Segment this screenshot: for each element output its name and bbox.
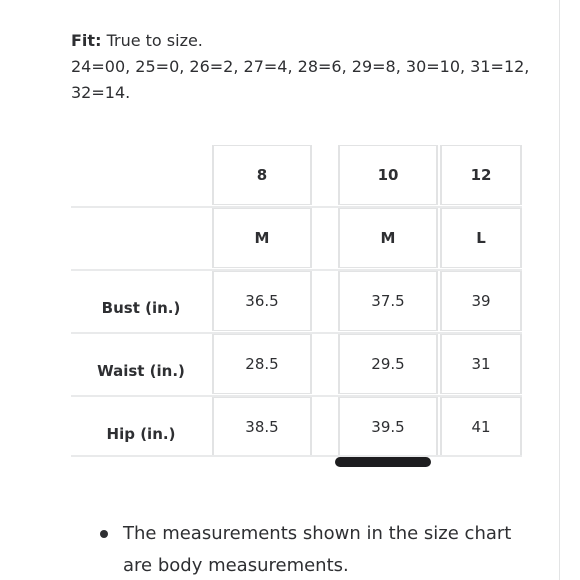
row-label-bust: Bust (in.): [101, 299, 181, 317]
table-cell: 31: [440, 334, 522, 394]
size-header-row: [71, 145, 522, 207]
table-cell: 38.5: [212, 397, 312, 457]
measurement-note-text: The measurements shown in the size chart are body measurements.: [123, 523, 512, 576]
letter-size-cell: M: [338, 208, 438, 268]
bullet-icon: [100, 530, 108, 538]
table-cell: 39: [440, 271, 522, 331]
letter-size-row: [71, 208, 522, 270]
fit-label: Fit:: [71, 31, 102, 50]
size-column-header: 8: [212, 145, 312, 205]
row-divider: [71, 455, 522, 457]
size-chart-table[interactable]: [71, 145, 522, 457]
size-mapping-line-1: 24=00, 25=0, 26=2, 27=4, 28=6, 29=8, 30=10, 31=12,: [71, 57, 530, 76]
letter-size-cell: M: [212, 208, 312, 268]
table-row: [71, 271, 522, 333]
table-cell: 29.5: [338, 334, 438, 394]
size-column-header: 12: [440, 145, 522, 205]
table-cell: 28.5: [212, 334, 312, 394]
table-cell: 36.5: [212, 271, 312, 331]
table-cell: 39.5: [338, 397, 438, 457]
fit-summary: [71, 28, 541, 54]
size-mapping-line-2: 32=14.: [71, 83, 131, 102]
row-label-waist: Waist (in.): [97, 362, 185, 380]
table-row: [71, 334, 522, 396]
row-label-hip: Hip (in.): [106, 425, 176, 443]
horizontal-scrollbar[interactable]: [335, 457, 431, 467]
table-cell: 37.5: [338, 271, 438, 331]
panel-right-border: [559, 0, 560, 580]
letter-size-cell: L: [440, 208, 522, 268]
table-row: [71, 397, 522, 457]
fit-value: True to size.: [106, 31, 203, 50]
fit-info: [71, 28, 541, 106]
table-cell: 41: [440, 397, 522, 457]
size-column-header: 10: [338, 145, 438, 205]
